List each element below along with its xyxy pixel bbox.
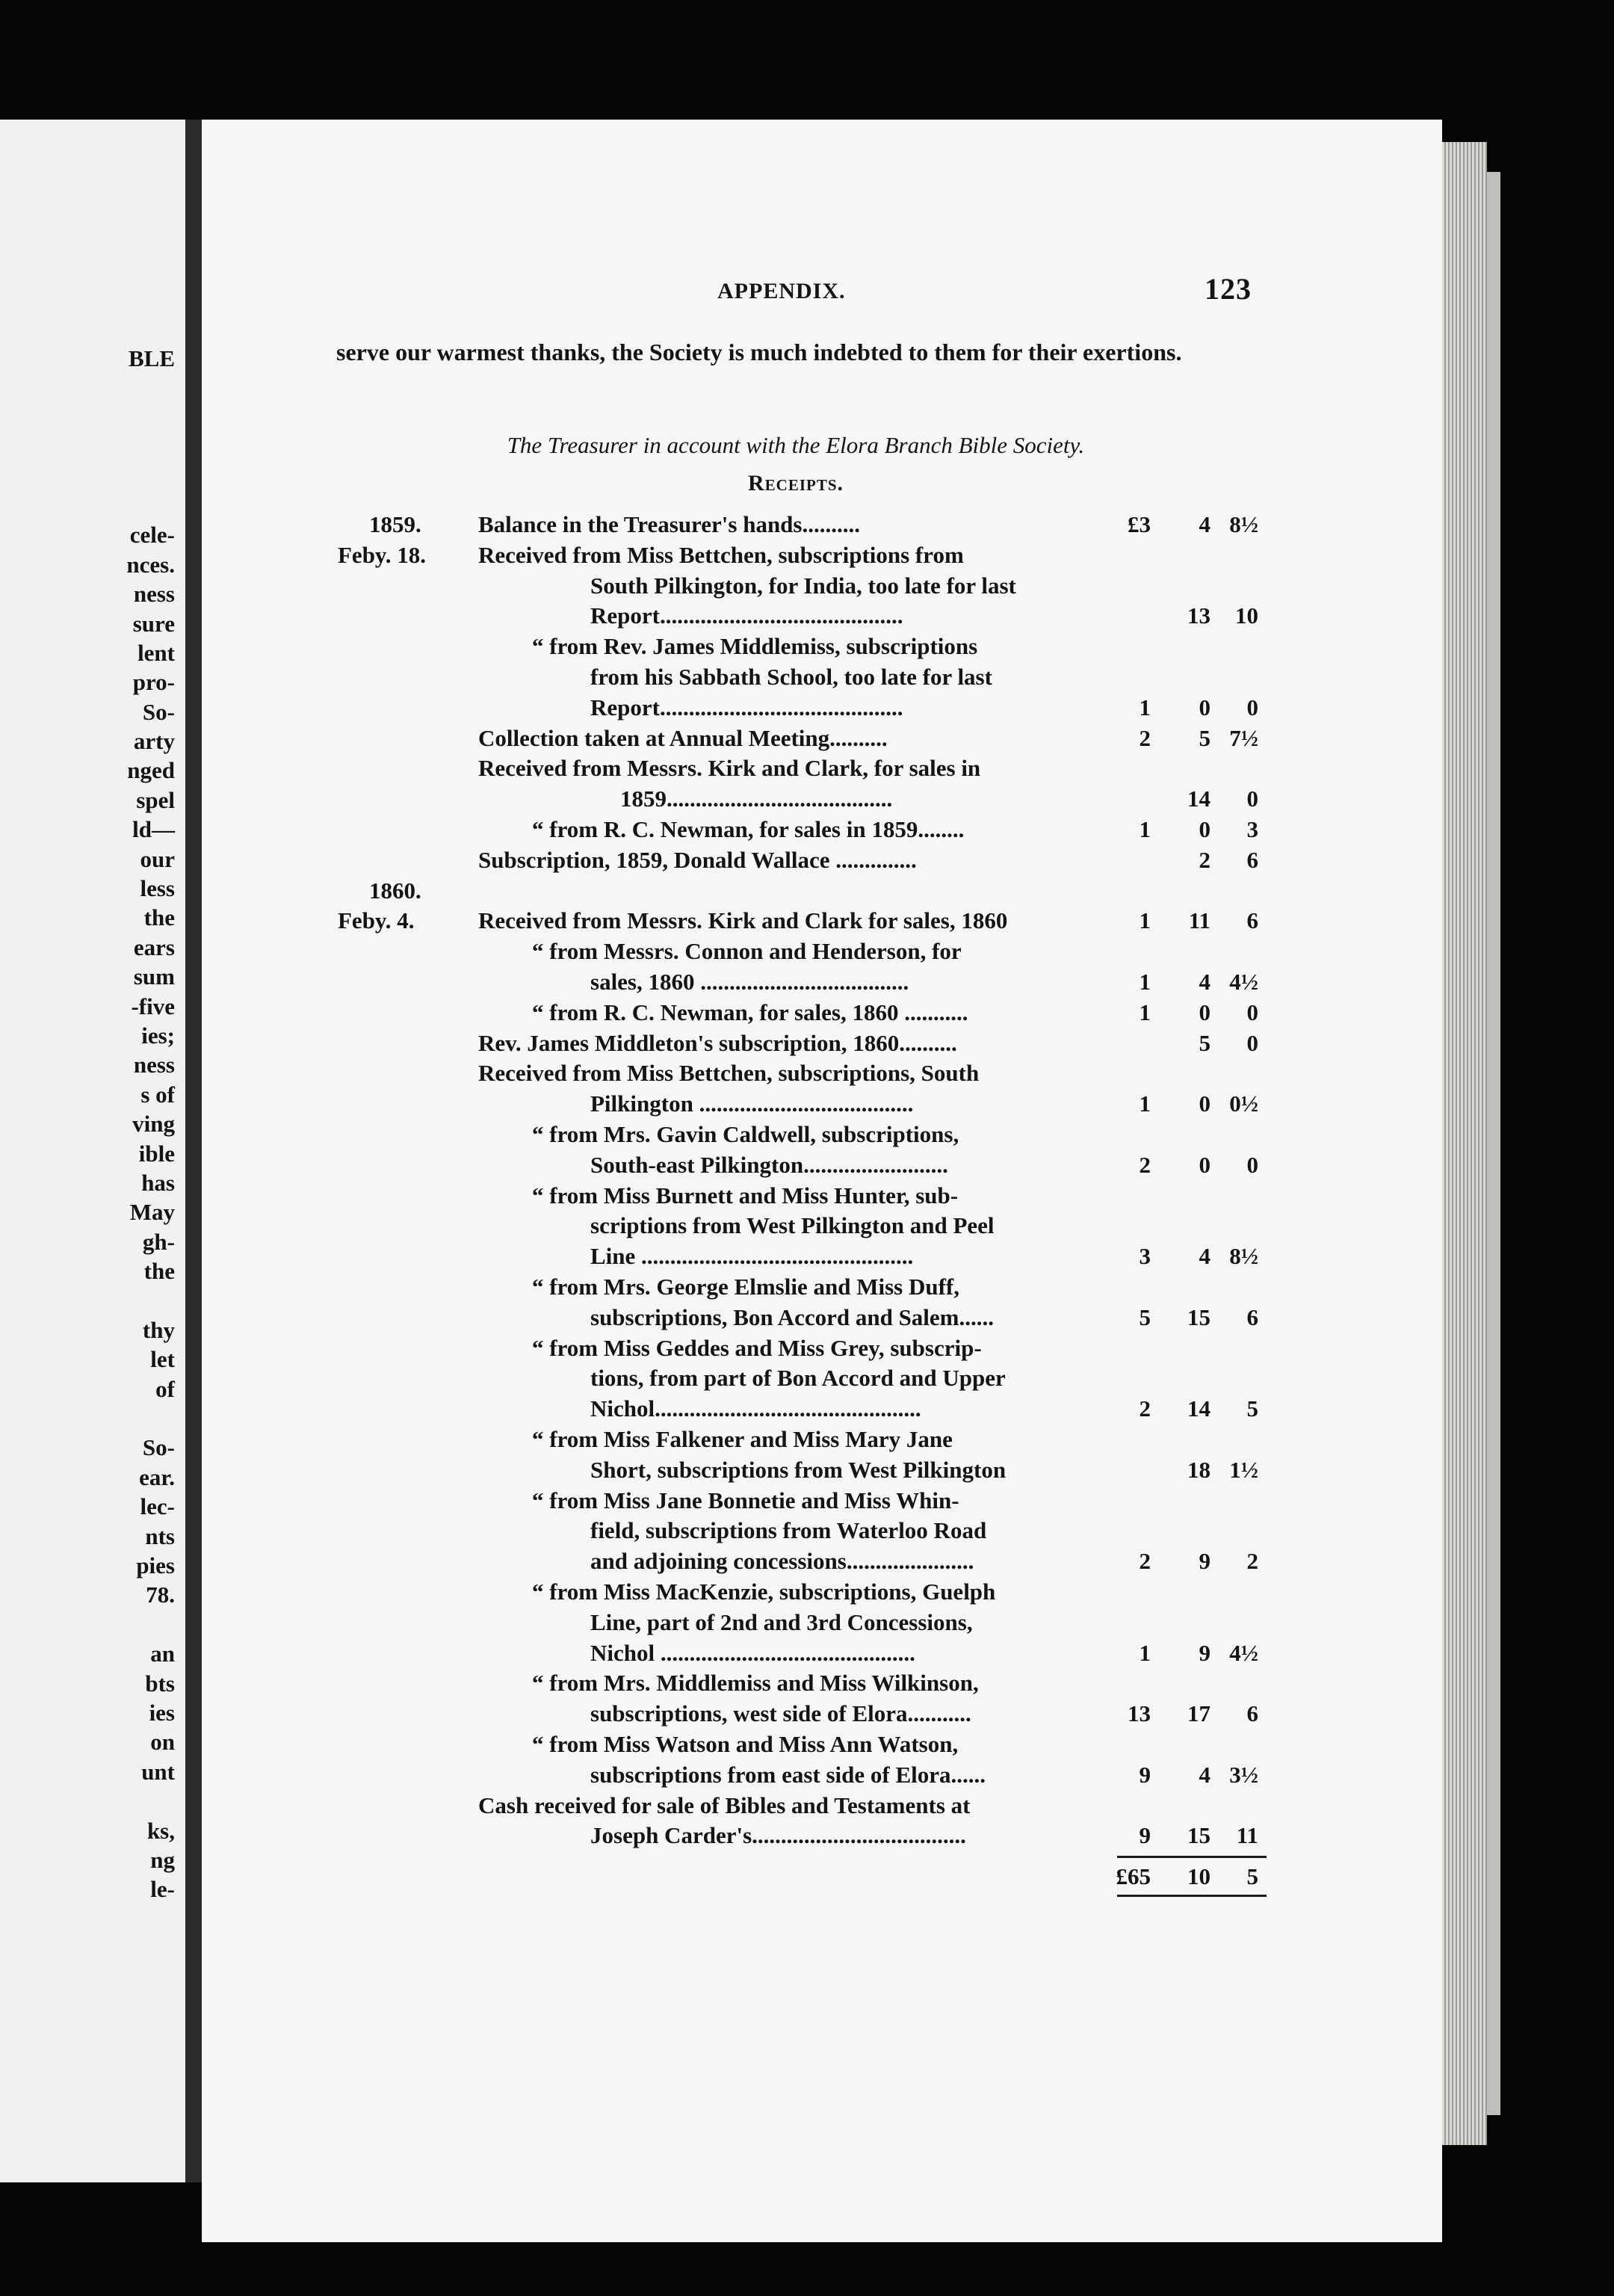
facing-page-fragment: pro- bbox=[132, 669, 175, 696]
ledger-description: “ from Miss Watson and Miss Ann Watson, bbox=[532, 1731, 959, 1757]
facing-page-fragment: has bbox=[141, 1169, 175, 1196]
ledger-row bbox=[0, 1394, 1614, 1424]
facing-page-fragment: pies bbox=[136, 1552, 175, 1579]
facing-page-fragment: ng bbox=[150, 1846, 175, 1873]
facing-page-fragment: May bbox=[129, 1199, 175, 1226]
ledger-row bbox=[0, 1181, 1614, 1211]
pence-value: 0 bbox=[1246, 1029, 1258, 1056]
pence-value: 11 bbox=[1236, 1822, 1258, 1849]
ledger-row bbox=[0, 1058, 1614, 1088]
pounds-value: 2 bbox=[1139, 1548, 1151, 1575]
ledger-row bbox=[0, 784, 1614, 814]
ledger-description: “ from Mrs. Middlemiss and Miss Wilkinson, bbox=[532, 1670, 979, 1697]
facing-page-fragment: ears bbox=[133, 933, 175, 960]
ledger-row bbox=[0, 1120, 1614, 1149]
pounds-value: 5 bbox=[1139, 1303, 1151, 1330]
ledger-row bbox=[0, 1028, 1614, 1058]
ledger-description: “ from Mrs. Gavin Caldwell, subscriptions, bbox=[532, 1121, 959, 1147]
facing-page-fragment: on bbox=[150, 1729, 175, 1756]
pence-value: 6 bbox=[1246, 1700, 1258, 1727]
ledger-row bbox=[0, 1577, 1614, 1607]
ledger-description: Joseph Carder's..................................... bbox=[590, 1822, 966, 1849]
pounds-value: 2 bbox=[1139, 724, 1151, 751]
ledger-description: Balance in the Treasurer's hands.......... bbox=[478, 511, 860, 537]
ledger-description: “ from R. C. Newman, for sales in 1859........ bbox=[532, 816, 965, 842]
facing-page-fragment: an bbox=[150, 1641, 175, 1667]
ledger-row bbox=[0, 1546, 1614, 1576]
ledger-row bbox=[0, 1791, 1614, 1821]
ledger-date: Feby. 4. bbox=[338, 907, 415, 934]
shillings-value: 9 bbox=[1199, 1639, 1210, 1666]
shillings-value: 4 bbox=[1199, 969, 1210, 995]
facing-page-fragment: lec- bbox=[140, 1493, 175, 1520]
facing-page-fragment: our bbox=[140, 845, 175, 872]
pence-value: 4½ bbox=[1229, 969, 1258, 995]
ledger-date: 1860. bbox=[369, 877, 421, 904]
total-pence: 5 bbox=[1246, 1863, 1258, 1890]
facing-page-fragment: So- bbox=[142, 698, 175, 725]
ledger-row bbox=[0, 1638, 1614, 1668]
ledger-row bbox=[0, 998, 1614, 1028]
facing-page-fragment: ness bbox=[133, 581, 175, 608]
ledger-row bbox=[0, 1821, 1614, 1851]
pounds-value: 3 bbox=[1139, 1243, 1151, 1270]
shillings-value: 18 bbox=[1187, 1456, 1210, 1483]
ledger-row bbox=[0, 1303, 1614, 1333]
pounds-value: 13 bbox=[1128, 1700, 1151, 1727]
shillings-value: 4 bbox=[1199, 1761, 1210, 1788]
total-row bbox=[0, 1862, 1614, 1892]
ledger-row bbox=[0, 876, 1614, 906]
pence-value: 0 bbox=[1246, 694, 1258, 720]
pence-value: 6 bbox=[1246, 1303, 1258, 1330]
ledger-description: from his Sabbath School, too late for last bbox=[590, 664, 992, 690]
pounds-value: 9 bbox=[1139, 1761, 1151, 1788]
shillings-value: 4 bbox=[1199, 511, 1210, 537]
ledger-row bbox=[0, 510, 1614, 540]
facing-page-fragment: of bbox=[155, 1375, 175, 1402]
ledger-description: field, subscriptions from Waterloo Road bbox=[590, 1517, 987, 1544]
ledger-row bbox=[0, 632, 1614, 661]
facing-page-fragment: less bbox=[140, 875, 175, 902]
facing-page-fragment: nts bbox=[145, 1522, 175, 1549]
ledger-row bbox=[0, 540, 1614, 570]
facing-page-fragment: -five bbox=[131, 993, 175, 1019]
shillings-value: 9 bbox=[1199, 1548, 1210, 1575]
total-shillings: 10 bbox=[1187, 1863, 1210, 1890]
pence-value: 10 bbox=[1235, 602, 1258, 629]
ledger-description: sales, 1860 .................................... bbox=[590, 969, 909, 995]
pence-value: 4½ bbox=[1229, 1639, 1258, 1666]
account-heading: The Treasurer in account with the Elora Branch Bible Society. bbox=[507, 432, 1085, 458]
shillings-value: 0 bbox=[1199, 694, 1210, 720]
pence-value: 0 bbox=[1246, 999, 1258, 1025]
facing-page-fragment: So- bbox=[142, 1434, 175, 1461]
facing-page-fragment: sum bbox=[133, 963, 175, 990]
ledger-description: Subscription, 1859, Donald Wallace .............. bbox=[478, 846, 917, 873]
pounds-value: 2 bbox=[1139, 1151, 1151, 1178]
shillings-value: 0 bbox=[1199, 1090, 1210, 1117]
ledger-row bbox=[0, 1272, 1614, 1302]
ledger-row bbox=[0, 1608, 1614, 1638]
ledger-description: “ from Messrs. Connon and Henderson, for bbox=[532, 938, 962, 965]
facing-page-fragment: spel bbox=[136, 786, 175, 813]
ledger-description: Nichol.............................................. bbox=[590, 1395, 921, 1422]
ledger-description: “ from Miss Geddes and Miss Grey, subscrip- bbox=[532, 1334, 982, 1361]
shillings-value: 17 bbox=[1187, 1700, 1210, 1727]
shillings-value: 0 bbox=[1199, 1151, 1210, 1178]
ledger-description: Received from Messrs. Kirk and Clark, for sales in bbox=[478, 755, 981, 782]
ledger-description: Line ............................................... bbox=[590, 1243, 914, 1270]
total-rule-bottom bbox=[1117, 1895, 1267, 1897]
pence-value: 3 bbox=[1246, 816, 1258, 842]
ledger-description: South-east Pilkington......................... bbox=[590, 1151, 948, 1178]
shillings-value: 13 bbox=[1187, 602, 1210, 629]
pounds-value: 2 bbox=[1139, 1395, 1151, 1422]
ledger-description: Report.......................................... bbox=[590, 694, 903, 720]
facing-page-fragment: ies bbox=[149, 1699, 175, 1726]
facing-page-fragment: nged bbox=[127, 757, 175, 784]
facing-page-fragment: s of bbox=[140, 1081, 175, 1108]
intro-paragraph: serve our warmest thanks, the Society is much indebted to them for their exertions. bbox=[336, 339, 1182, 365]
ledger-row bbox=[0, 1211, 1614, 1241]
ledger-row bbox=[0, 1425, 1614, 1454]
ledger-date: Feby. 18. bbox=[338, 541, 426, 568]
facing-page-fragment: nces. bbox=[126, 551, 175, 578]
shillings-value: 11 bbox=[1188, 907, 1210, 934]
ledger-description: Line, part of 2nd and 3rd Concessions, bbox=[590, 1608, 973, 1635]
pence-value: 0½ bbox=[1229, 1090, 1258, 1117]
facing-page-fragment: unt bbox=[141, 1758, 175, 1785]
ledger-row bbox=[0, 1241, 1614, 1271]
pounds-value: £3 bbox=[1128, 511, 1151, 537]
facing-page-fragment: ness bbox=[133, 1052, 175, 1078]
pence-value: 2 bbox=[1246, 1548, 1258, 1575]
facing-page-fragment: lent bbox=[137, 639, 175, 666]
ledger-description: 1859....................................... bbox=[620, 786, 893, 812]
facing-page-fragment: 78. bbox=[146, 1581, 175, 1608]
ledger-row bbox=[0, 1516, 1614, 1546]
ledger-row bbox=[0, 1729, 1614, 1759]
pence-value: 6 bbox=[1246, 846, 1258, 873]
facing-page-fragment: le- bbox=[150, 1876, 175, 1903]
ledger-description: subscriptions, Bon Accord and Salem...... bbox=[590, 1303, 995, 1330]
shillings-value: 2 bbox=[1199, 846, 1210, 873]
page-number: 123 bbox=[1205, 272, 1252, 306]
ledger-row bbox=[0, 1760, 1614, 1790]
facing-page-fragment: ies; bbox=[141, 1022, 175, 1049]
ledger-row bbox=[0, 571, 1614, 601]
facing-page-fragment: ible bbox=[138, 1140, 175, 1167]
ledger-row bbox=[0, 693, 1614, 723]
shillings-value: 5 bbox=[1199, 1029, 1210, 1056]
facing-page-fragment: ear. bbox=[139, 1463, 175, 1490]
shillings-value: 0 bbox=[1199, 999, 1210, 1025]
facing-page-fragment: sure bbox=[132, 610, 175, 637]
ledger-description: “ from Miss Burnett and Miss Hunter, sub- bbox=[532, 1182, 959, 1209]
ledger-row bbox=[0, 906, 1614, 936]
pounds-value: 1 bbox=[1139, 969, 1151, 995]
shillings-value: 15 bbox=[1187, 1822, 1210, 1849]
ledger-description: subscriptions, west side of Elora........... bbox=[590, 1700, 971, 1727]
ledger-row bbox=[0, 1455, 1614, 1485]
ledger-description: Pilkington ..................................... bbox=[590, 1090, 914, 1117]
shillings-value: 5 bbox=[1199, 724, 1210, 751]
facing-page-fragment: arty bbox=[133, 728, 175, 755]
pence-value: 1½ bbox=[1229, 1456, 1258, 1483]
facing-page-fragment: let bbox=[150, 1346, 175, 1373]
pence-value: 8½ bbox=[1229, 511, 1258, 537]
ledger-description: “ from Rev. James Middlemiss, subscriptions bbox=[532, 633, 978, 660]
pounds-value: 1 bbox=[1139, 694, 1151, 720]
pence-value: 7½ bbox=[1229, 724, 1258, 751]
pence-value: 0 bbox=[1246, 1151, 1258, 1178]
ledger-row bbox=[0, 936, 1614, 966]
ledger-description: “ from R. C. Newman, for sales, 1860 ........... bbox=[532, 999, 968, 1025]
ledger-description: “ from Miss Falkener and Miss Mary Jane bbox=[532, 1426, 953, 1452]
shillings-value: 14 bbox=[1187, 1395, 1210, 1422]
facing-page-fragment: the bbox=[143, 1258, 175, 1285]
ledger-row bbox=[0, 1668, 1614, 1698]
ledger-description: “ from Miss MacKenzie, subscriptions, Guelph bbox=[532, 1578, 996, 1605]
ledger-row bbox=[0, 967, 1614, 997]
ledger-description: Received from Miss Bettchen, subscriptions from bbox=[478, 541, 964, 568]
pounds-value: 1 bbox=[1139, 907, 1151, 934]
ledger-row bbox=[0, 1333, 1614, 1363]
ledger-description: Short, subscriptions from West Pilkington bbox=[590, 1456, 1007, 1483]
pence-value: 6 bbox=[1246, 907, 1258, 934]
ledger-description: “ from Mrs. George Elmslie and Miss Duff, bbox=[532, 1274, 959, 1300]
ledger-description: scriptions from West Pilkington and Peel bbox=[590, 1212, 995, 1239]
total-rule-top bbox=[1117, 1856, 1267, 1858]
facing-page-fragment: bts bbox=[145, 1670, 175, 1697]
pounds-value: 1 bbox=[1139, 1639, 1151, 1666]
pence-value: 3½ bbox=[1229, 1761, 1258, 1788]
receipts-heading: Receipts. bbox=[747, 471, 844, 496]
ledger-row bbox=[0, 662, 1614, 692]
ledger-description: Report.......................................... bbox=[590, 602, 903, 629]
facing-page-fragment: ld— bbox=[132, 816, 175, 843]
facing-page-fragment: the bbox=[143, 904, 175, 931]
pence-value: 0 bbox=[1246, 786, 1258, 812]
pounds-value: 1 bbox=[1139, 1090, 1151, 1117]
pence-value: 8½ bbox=[1229, 1243, 1258, 1270]
ledger-row bbox=[0, 1150, 1614, 1180]
ledger-description: Rev. James Middleton's subscription, 1860.......... bbox=[478, 1029, 957, 1056]
shillings-value: 14 bbox=[1187, 786, 1210, 812]
ledger-description: subscriptions from east side of Elora...... bbox=[590, 1761, 986, 1788]
facing-page-fragment: BLE bbox=[128, 345, 175, 371]
ledger-row bbox=[0, 601, 1614, 631]
ledger-date: 1859. bbox=[369, 511, 421, 537]
ledger-description: Received from Messrs. Kirk and Clark for sales, 1860 bbox=[478, 907, 1008, 934]
facing-page-fragment: ving bbox=[132, 1111, 175, 1138]
pounds-value: 1 bbox=[1139, 816, 1151, 842]
ledger-description: Collection taken at Annual Meeting.......... bbox=[478, 724, 888, 751]
shillings-value: 4 bbox=[1199, 1243, 1210, 1270]
facing-page-fragment: cele- bbox=[129, 522, 175, 549]
shillings-value: 15 bbox=[1187, 1303, 1210, 1330]
ledger-description: Nichol ............................................ bbox=[590, 1639, 915, 1666]
ledger-row bbox=[0, 1089, 1614, 1119]
ledger-description: “ from Miss Jane Bonnetie and Miss Whin- bbox=[532, 1487, 959, 1513]
ledger-description: tions, from part of Bon Accord and Upper bbox=[590, 1365, 1006, 1392]
running-title: APPENDIX. bbox=[717, 279, 846, 303]
ledger-description: Received from Miss Bettchen, subscriptions, South bbox=[478, 1060, 980, 1087]
ledger-row bbox=[0, 1699, 1614, 1729]
ledger-row bbox=[0, 845, 1614, 875]
ledger-row bbox=[0, 815, 1614, 845]
ledger-row bbox=[0, 1363, 1614, 1393]
ledger-description: and adjoining concessions...................... bbox=[590, 1548, 974, 1575]
ledger-description: Cash received for sale of Bibles and Testaments at bbox=[478, 1792, 971, 1818]
ledger-row bbox=[0, 723, 1614, 753]
ledger-row bbox=[0, 753, 1614, 783]
ledger-description: South Pilkington, for India, too late for last bbox=[590, 572, 1016, 599]
facing-page-fragment: ks, bbox=[146, 1817, 175, 1844]
pounds-value: 9 bbox=[1139, 1822, 1151, 1849]
total-pounds: £65 bbox=[1116, 1863, 1151, 1890]
pounds-value: 1 bbox=[1139, 999, 1151, 1025]
ledger-row bbox=[0, 1486, 1614, 1516]
pence-value: 5 bbox=[1246, 1395, 1258, 1422]
shillings-value: 0 bbox=[1199, 816, 1210, 842]
facing-page-fragment: gh- bbox=[142, 1228, 175, 1255]
facing-page-fragment: thy bbox=[142, 1316, 175, 1343]
